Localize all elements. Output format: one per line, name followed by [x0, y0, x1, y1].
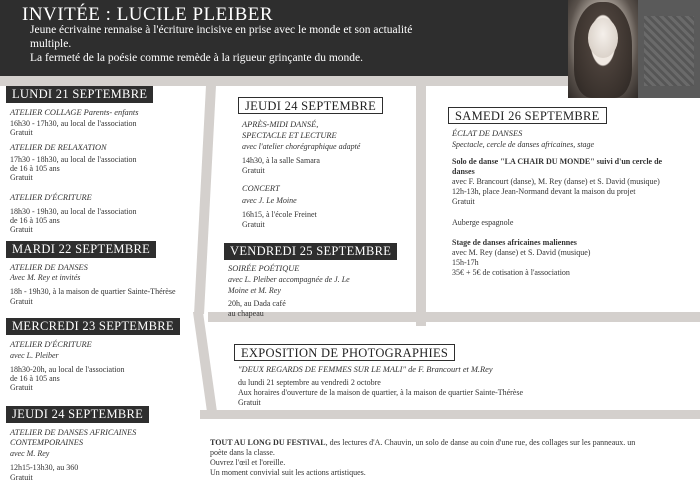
guest-title: INVITÉE : LUCILE PLEIBER — [22, 4, 274, 25]
event-title: ATELIER DE DANSES AFRICAINES — [10, 428, 137, 437]
event-subtitle: avec M. Rey — [10, 449, 50, 458]
event-detail: 16h30 - 17h30, au local de l'association — [10, 119, 137, 128]
event-detail: Gratuit — [452, 197, 475, 206]
event-subtitle: avec l'atelier chorégraphique adapté — [242, 142, 361, 151]
festival-bold: TOUT AU LONG DU FESTIVAL — [210, 438, 326, 447]
event-detail: 18h30-20h, au local de l'association — [10, 365, 125, 374]
divider-mid-column — [416, 86, 426, 326]
event-detail: Gratuit — [242, 166, 265, 175]
event-detail: au chapeau — [228, 309, 264, 318]
event-subtitle: avec L. Pleiber accompagnée de J. Le — [228, 275, 350, 284]
decorative-strip — [638, 0, 700, 98]
divider-lower-left — [193, 312, 217, 412]
expo-detail: du lundi 21 septembre au vendredi 2 octobre — [238, 378, 381, 387]
event-detail: Gratuit — [10, 473, 33, 482]
day-header-jeudi-left: JEUDI 24 SEPTEMBRE — [6, 406, 149, 423]
day-header-jeudi-mid: JEUDI 24 SEPTEMBRE — [238, 97, 383, 114]
event-title: ATELIER DE RELAXATION — [10, 143, 107, 152]
event-subtitle: Moine et M. Rey — [228, 286, 281, 295]
event-detail: de 16 à 105 ans — [10, 164, 60, 173]
event-detail: avec F. Brancourt (danse), M. Rey (danse) et S. David (musique) — [452, 177, 660, 186]
expo-detail: Gratuit — [238, 398, 261, 407]
event-detail: Gratuit — [10, 225, 33, 234]
day-header-samedi: SAMEDI 26 SEPTEMBRE — [448, 107, 607, 124]
event-detail: avec M. Rey (danse) et S. David (musique) — [452, 248, 591, 257]
event-title: Stage de danses africaines maliennes — [452, 238, 577, 247]
divider-mid-row — [208, 312, 700, 322]
event-title: APRÈS-MIDI DANSÉ, — [242, 120, 319, 129]
event-detail: de 16 à 105 ans — [10, 374, 60, 383]
event-detail: Gratuit — [10, 297, 33, 306]
guest-portrait-photo — [568, 0, 638, 98]
event-title: Solo de danse "LA CHAIR DU MONDE" suivi d'un cercle de — [452, 157, 663, 166]
event-detail: de 16 à 105 ans — [10, 216, 60, 225]
festival-line-1 — [210, 438, 635, 448]
festival-line-4: Un moment convivial suit les actions artistiques. — [210, 468, 366, 477]
expo-detail: Aux horaires d'ouverture de la maison de quartier, à la maison de quartier Sainte-Thérèse — [238, 388, 524, 397]
event-detail: 18h - 19h30, à la maison de quartier Sainte-Thérèse — [10, 287, 176, 296]
day-header-lundi: LUNDI 21 SEPTEMBRE — [6, 86, 153, 103]
guest-description-1: Jeune écrivaine rennaise à l'écriture incisive en prise avec le monde et son actualité — [30, 24, 413, 36]
event-title: danses — [452, 167, 475, 176]
event-title: ATELIER COLLAGE Parents- enfants — [10, 108, 139, 117]
day-header-vendredi: VENDREDI 25 SEPTEMBRE — [224, 243, 397, 260]
event-title: CONTEMPORAINES — [10, 438, 84, 447]
event-detail: Gratuit — [10, 383, 33, 392]
event-title: ATELIER DE DANSES — [10, 263, 88, 272]
guest-description-2: multiple. — [30, 38, 72, 50]
event-title: ÉCLAT DE DANSES — [452, 129, 523, 138]
divider-top — [0, 76, 568, 86]
event-detail: 16h15, à l'école Freinet — [242, 210, 317, 219]
day-header-mercredi: MERCREDI 23 SEPTEMBRE — [6, 318, 180, 335]
event-detail: 15h-17h — [452, 258, 479, 267]
event-detail: 14h30, à la salle Samara — [242, 156, 320, 165]
event-subtitle: avec L. Pleiber — [10, 351, 59, 360]
day-header-mardi: MARDI 22 SEPTEMBRE — [6, 241, 156, 258]
divider-bottom — [200, 410, 700, 419]
event-detail: 35€ + 5€ de cotisation à l'association — [452, 268, 570, 277]
event-subtitle: avec J. Le Moine — [242, 196, 297, 205]
guest-description-3: La fermeté de la poésie comme remède à la rigueur grinçante du monde. — [30, 52, 364, 64]
event-detail: 20h, au Dada café — [228, 299, 286, 308]
event-detail: Gratuit — [10, 128, 33, 137]
event-title: ATELIER D'ÉCRITURE — [10, 193, 92, 202]
event-title: SPECTACLE ET LECTURE — [242, 131, 337, 140]
event-subtitle: Avec M. Rey et invités — [10, 273, 81, 282]
divider-left-column — [194, 86, 216, 314]
event-subtitle: Spectacle, cercle de danses africaines, stage — [452, 140, 595, 149]
event-title: ATELIER D'ÉCRITURE — [10, 340, 92, 349]
festival-line-2: poète dans la classe. — [210, 448, 275, 457]
event-title: CONCERT — [242, 184, 280, 193]
event-detail: Gratuit — [10, 173, 33, 182]
expo-title: "DEUX REGARDS DE FEMMES SUR LE MALI" de F. Brancourt et M.Rey — [238, 365, 493, 374]
event-detail: Gratuit — [242, 220, 265, 229]
event-title: SOIRÉE POÉTIQUE — [228, 264, 300, 273]
event-detail: 12h-13h, place Jean-Normand devant la maison du projet — [452, 187, 636, 196]
event-detail: 12h15-13h30, au 360 — [10, 463, 79, 472]
event-detail: 17h30 - 18h30, au local de l'association — [10, 155, 137, 164]
event-detail: Auberge espagnole — [452, 218, 514, 227]
festival-line-3: Ouvrez l'œil et l'oreille. — [210, 458, 286, 467]
expo-header: EXPOSITION DE PHOTOGRAPHIES — [234, 344, 455, 361]
event-detail: 18h30 - 19h30, au local de l'association — [10, 207, 137, 216]
festival-rest: , des lectures d'A. Chauvin, un solo de danse au coin d'une rue, des collages sur les panneaux. un — [325, 438, 636, 447]
